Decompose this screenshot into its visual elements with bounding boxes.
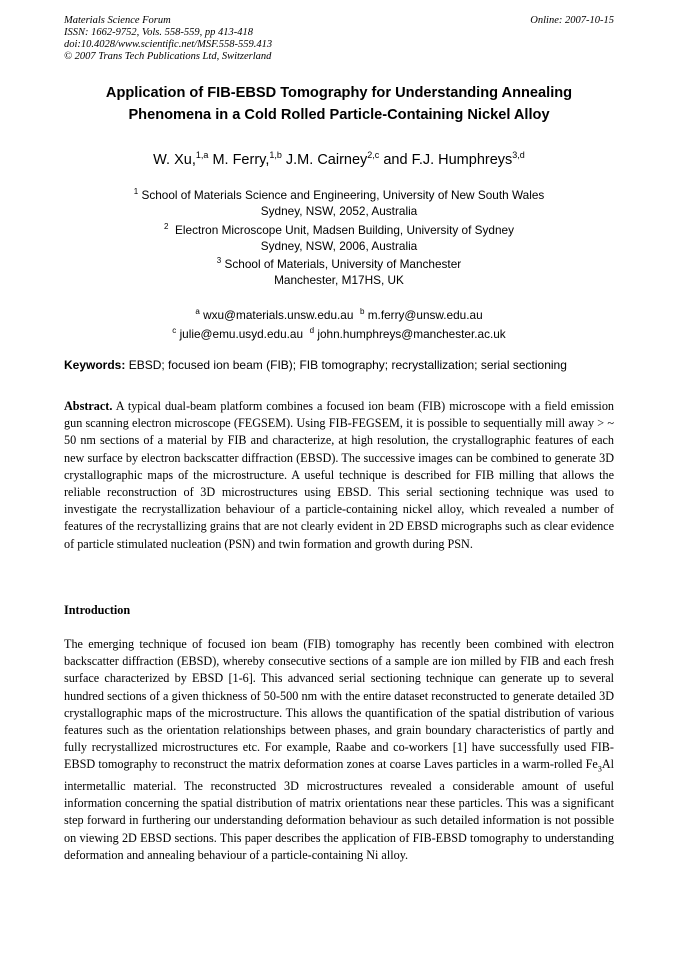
- email-mark: a: [195, 307, 200, 316]
- title-line-1: Application of FIB-EBSD Tomography for Understanding Annealing: [105, 85, 573, 101]
- keywords-label: Keywords:: [64, 358, 126, 372]
- author-affil-mark: 2,c: [367, 150, 380, 160]
- email-mark: c: [172, 325, 177, 335]
- email-b[interactable]: m.ferry@unsw.edu.au: [367, 307, 483, 322]
- email-list: [64, 304, 614, 342]
- title-line-2: Phenomena in a Cold Rolled Particle-Containing Nickel Alloy: [128, 107, 550, 123]
- email-mark: d: [309, 325, 315, 335]
- author-affil-mark: 1,b: [269, 150, 282, 160]
- keywords: [64, 358, 624, 373]
- author-name: J.M. Cairney: [285, 151, 368, 168]
- paper-title: [64, 82, 614, 126]
- keywords-text: EBSD; focused ion beam (FIB); FIB tomography; recrystallization; serial sectioning: [128, 358, 567, 372]
- author-name: M. Ferry,: [212, 151, 270, 168]
- abstract: [64, 398, 614, 553]
- doi-link[interactable]: doi:10.4028/www.scientific.net/MSF.558-559.413: [64, 39, 273, 50]
- journal-name: Materials Science Forum: [64, 15, 171, 26]
- email-a[interactable]: wxu@materials.unsw.edu.au: [203, 307, 354, 322]
- intro-subscript: 3: [597, 764, 602, 774]
- author-affil-mark: 1,a: [195, 150, 209, 160]
- issn-line: ISSN: 1662-9752, Vols. 558-559, pp 413-418: [64, 27, 253, 38]
- section-heading-introduction: Introduction: [64, 603, 131, 617]
- abstract-text: A typical dual-beam platform combines a focused ion beam (FIB) microscope with a field emission gun scanning electron microscope (FEGSEM). Using FIB-FEGSEM, it is possible to sequentially mill away > ~ 50 nm sections of a material by FIB and characterize, at high resolution, the crystallographic features of each new surface by electron backscatter diffraction (EBSD). The successive images can be combined to generate 3D crystallographic maps of the microstructure. A useful technique is described for FIB milling that allows the reliable reconstruction of 3D microstructures using EBSD. This serial sectioning technique was used to investigate the recrystallization behaviour of a particle-containing nickel alloy, which revealed a number of features of the recrystallizing grains that are not clearly evident in 2D EBSD micrographs such as clear evidence of particle stimulated nucleation (PSN) and twin formation and growth during PSN.: [64, 399, 615, 551]
- affiliation-number: 3: [216, 256, 222, 265]
- journal-header: [64, 15, 272, 63]
- affiliation-line: Manchester, M17HS, UK: [274, 272, 404, 287]
- affiliation-number: 2: [164, 222, 169, 231]
- affiliation-line: School of Materials, University of Manchester: [224, 256, 462, 271]
- affiliation-2: [64, 219, 614, 254]
- email-d[interactable]: john.humphreys@manchester.ac.uk: [317, 326, 506, 341]
- introduction-paragraph: [64, 636, 614, 864]
- online-date: Online: 2007-10-15: [530, 15, 614, 26]
- author-name: and F.J. Humphreys: [383, 151, 513, 168]
- intro-text-part-1: The emerging technique of focused ion beam (FIB) tomography has recently been combined with electron backscatter diffraction (EBSD), whereby consecutive sections of a sample are ion milled by FIB and each fresh surface characterized by EBSD [1-6]. This advanced serial sectioning technique can generate up to several hundred sections of a given thickness of 50-500 nm with the entire dataset reconstructed to generate detailed 3D crystallographic maps of the microstructure. This allows the quantification of the spatial distribution of various features such as the orientation relationships between phases, and grain boundary characteristics of partly and fully recrystallized microstructures etc. For example, Raabe and co-workers [1] have successfully used FIB-EBSD tomography to reconstruct the matrix deformation zones at coarse Laves particles in a warm-rolled Fe: [64, 637, 614, 772]
- affiliation-line: School of Materials Science and Engineering, University of New South Wales: [141, 187, 545, 202]
- affiliation-3: [64, 253, 614, 288]
- affiliation-line: Electron Microscope Unit, Madsen Building, University of Sydney: [175, 222, 514, 237]
- copyright-line: © 2007 Trans Tech Publications Ltd, Switzerland: [64, 51, 272, 62]
- affiliation-line: Sydney, NSW, 2006, Australia: [260, 238, 418, 253]
- email-mark: b: [359, 307, 365, 316]
- affiliation-number: 1: [133, 187, 139, 196]
- intro-text-part-2: Al intermetallic material. The reconstructed 3D microstructures revealed a considerable amount of useful information concerning the spatial distribution of matrix orientations near these particles. This was a significant step forward in furthering our understanding deformation behaviour as such detailed information is not possible on viewing 2D EBSD sections. This paper describes the application of FIB-EBSD tomography to understanding deformation and annealing behaviour of a particle-containing Ni alloy.: [64, 757, 614, 862]
- author-name: W. Xu,: [153, 151, 196, 168]
- author-affil-mark: 3,d: [512, 150, 525, 160]
- abstract-label: Abstract.: [64, 399, 113, 413]
- author-list: [64, 146, 614, 169]
- email-c[interactable]: julie@emu.usyd.edu.au: [179, 326, 304, 341]
- affiliation-1: [64, 184, 614, 219]
- affiliation-line: Sydney, NSW, 2052, Australia: [260, 203, 418, 218]
